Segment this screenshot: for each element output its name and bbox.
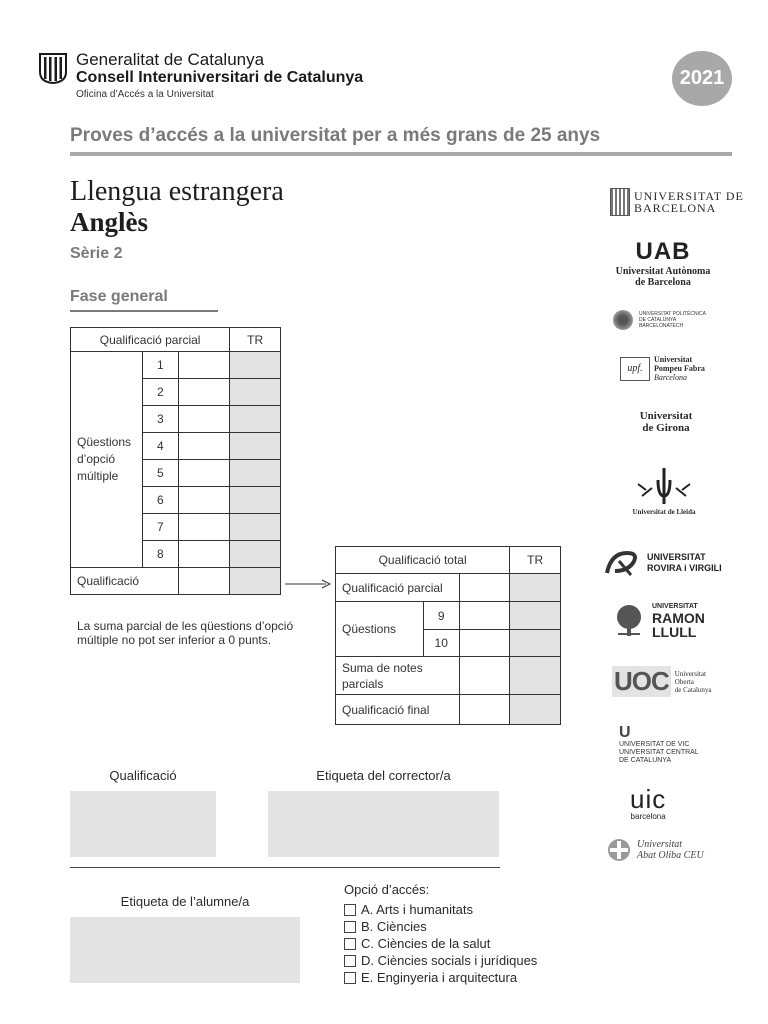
total-grade-table bbox=[335, 546, 561, 725]
upc-emblem-icon bbox=[613, 310, 633, 330]
grade-cell[interactable] bbox=[178, 433, 230, 460]
grade-cell[interactable] bbox=[178, 406, 230, 433]
tree-icon bbox=[612, 604, 646, 638]
language-title: Anglès bbox=[70, 207, 149, 237]
udg-logo: Universitat de Girona bbox=[639, 410, 693, 434]
question-number: 1 bbox=[142, 352, 178, 379]
grade-cell[interactable] bbox=[459, 630, 510, 657]
tr-cell bbox=[230, 352, 281, 379]
access-option-title: Opció d’accés: bbox=[344, 882, 430, 897]
udl-logo: Universitat de Lleida bbox=[618, 466, 710, 516]
grade-cell[interactable] bbox=[178, 352, 230, 379]
sum-partial-label: Suma de notes parcials bbox=[336, 657, 460, 695]
tr-cell bbox=[510, 574, 561, 602]
sum-partial-cell[interactable] bbox=[459, 657, 510, 695]
generalitat-name: Generalitat de Catalunya bbox=[76, 50, 265, 69]
total-grade-header: Qualificació total bbox=[336, 547, 510, 574]
grade-cell[interactable] bbox=[178, 487, 230, 514]
question-number: 9 bbox=[423, 602, 459, 630]
arrow-right-icon bbox=[284, 578, 332, 590]
question-number: 4 bbox=[142, 433, 178, 460]
question-number: 6 bbox=[142, 487, 178, 514]
urv-emblem-icon bbox=[603, 549, 643, 577]
tr-cell bbox=[230, 541, 281, 568]
exam-title: Proves d’accés a la universitat per a més grans de 25 anys bbox=[70, 125, 601, 146]
tr-cell bbox=[230, 568, 281, 595]
grade-cell[interactable] bbox=[178, 541, 230, 568]
partial-total-label: Qualificació bbox=[71, 568, 179, 595]
checkbox[interactable] bbox=[344, 972, 356, 984]
grade-box[interactable] bbox=[70, 791, 216, 857]
access-option-health[interactable]: C. Ciències de la salut bbox=[344, 935, 537, 952]
year-badge: 2021 bbox=[672, 51, 732, 106]
tr-cell bbox=[230, 379, 281, 406]
uab-logo: UAB Universitat Autònoma de Barcelona bbox=[615, 238, 711, 288]
upf-logo: upf. Universitat Pompeu Fabra Barcelona bbox=[620, 355, 705, 382]
subject-title: Llengua estrangera bbox=[70, 176, 284, 207]
corrector-sticker-box[interactable] bbox=[268, 791, 499, 857]
tr-cell bbox=[510, 695, 561, 725]
uoc-logo: UOC Universitat Oberta de Catalunya bbox=[614, 666, 712, 696]
tr-cell bbox=[510, 657, 561, 695]
tr-cell bbox=[510, 602, 561, 630]
office-name: Oficina d’Accés a la Universitat bbox=[76, 89, 214, 100]
checkbox[interactable] bbox=[344, 921, 356, 933]
tr-cell bbox=[230, 514, 281, 541]
student-label: Etiqueta de l’alumne/a bbox=[120, 894, 250, 909]
udl-emblem-icon bbox=[634, 466, 694, 508]
partial-total-cell[interactable] bbox=[178, 568, 230, 595]
tr-cell bbox=[230, 460, 281, 487]
multiple-choice-label: Qüestions d’opció múltiple bbox=[71, 352, 143, 568]
scoring-note: La suma parcial de les qüestions d’opció múltiple no pot ser inferior a 0 punts. bbox=[77, 619, 294, 647]
student-sticker-box[interactable] bbox=[70, 917, 300, 983]
url-logo: UNIVERSITAT RAMON LLULL bbox=[612, 603, 705, 639]
question-number: 10 bbox=[423, 630, 459, 657]
ub-logo: UNIVERSITAT DE BARCELONA bbox=[610, 188, 744, 216]
question-number: 7 bbox=[142, 514, 178, 541]
grade-cell[interactable] bbox=[178, 514, 230, 541]
tr-cell bbox=[230, 487, 281, 514]
corrector-label: Etiqueta del corrector/a bbox=[316, 768, 451, 783]
uic-logo: uic barcelona bbox=[630, 784, 667, 821]
checkbox[interactable] bbox=[344, 955, 356, 967]
tr-cell bbox=[230, 406, 281, 433]
access-option-engineering[interactable]: E. Enginyeria i arquitectura bbox=[344, 969, 537, 986]
access-option-sciences[interactable]: B. Ciències bbox=[344, 918, 537, 935]
partial-grade-header: Qualificació parcial bbox=[71, 328, 230, 352]
phase-divider bbox=[70, 310, 218, 312]
grade-cell[interactable] bbox=[178, 460, 230, 487]
access-option-arts[interactable]: A. Arts i humanitats bbox=[344, 901, 537, 918]
access-option-list bbox=[344, 901, 537, 986]
grade-box-label: Qualificació bbox=[109, 768, 177, 783]
ub-shield-icon bbox=[610, 188, 630, 216]
tr-header: TR bbox=[230, 328, 281, 352]
checkbox[interactable] bbox=[344, 904, 356, 916]
question-number: 3 bbox=[142, 406, 178, 433]
questions-label: Qüestions bbox=[336, 602, 424, 657]
title-divider bbox=[70, 152, 732, 156]
question-number: 2 bbox=[142, 379, 178, 406]
tr-cell bbox=[510, 630, 561, 657]
final-grade-cell[interactable] bbox=[459, 695, 510, 725]
generalitat-emblem-icon bbox=[38, 52, 68, 84]
question-number: 8 bbox=[142, 541, 178, 568]
uao-logo: Universitat Abat Oliba CEU bbox=[607, 838, 704, 862]
final-grade-label: Qualificació final bbox=[336, 695, 460, 725]
upc-logo: UNIVERSITAT POLITÈCNICA DE CATALUNYA BARCELONATECH bbox=[613, 310, 706, 330]
question-number: 5 bbox=[142, 460, 178, 487]
partial-grade-table bbox=[70, 327, 281, 595]
partial-grade-cell[interactable] bbox=[459, 574, 510, 602]
grade-cell[interactable] bbox=[178, 379, 230, 406]
series-label: Sèrie 2 bbox=[70, 245, 123, 262]
tr-cell bbox=[230, 433, 281, 460]
cross-icon bbox=[607, 838, 631, 862]
tr-header: TR bbox=[510, 547, 561, 574]
bottom-divider bbox=[70, 867, 500, 868]
uvic-logo: U UNIVERSITAT DE VIC UNIVERSITAT CENTRAL DE CATALUNYA bbox=[619, 724, 699, 764]
grade-cell[interactable] bbox=[459, 602, 510, 630]
checkbox[interactable] bbox=[344, 938, 356, 950]
partial-grade-label: Qualificació parcial bbox=[336, 574, 460, 602]
council-name: Consell Interuniversitari de Catalunya bbox=[76, 69, 364, 86]
phase-label: Fase general bbox=[70, 288, 168, 305]
access-option-social[interactable]: D. Ciències socials i jurídiques bbox=[344, 952, 537, 969]
urv-logo: UNIVERSITAT ROVIRA i VIRGILI bbox=[603, 549, 722, 577]
